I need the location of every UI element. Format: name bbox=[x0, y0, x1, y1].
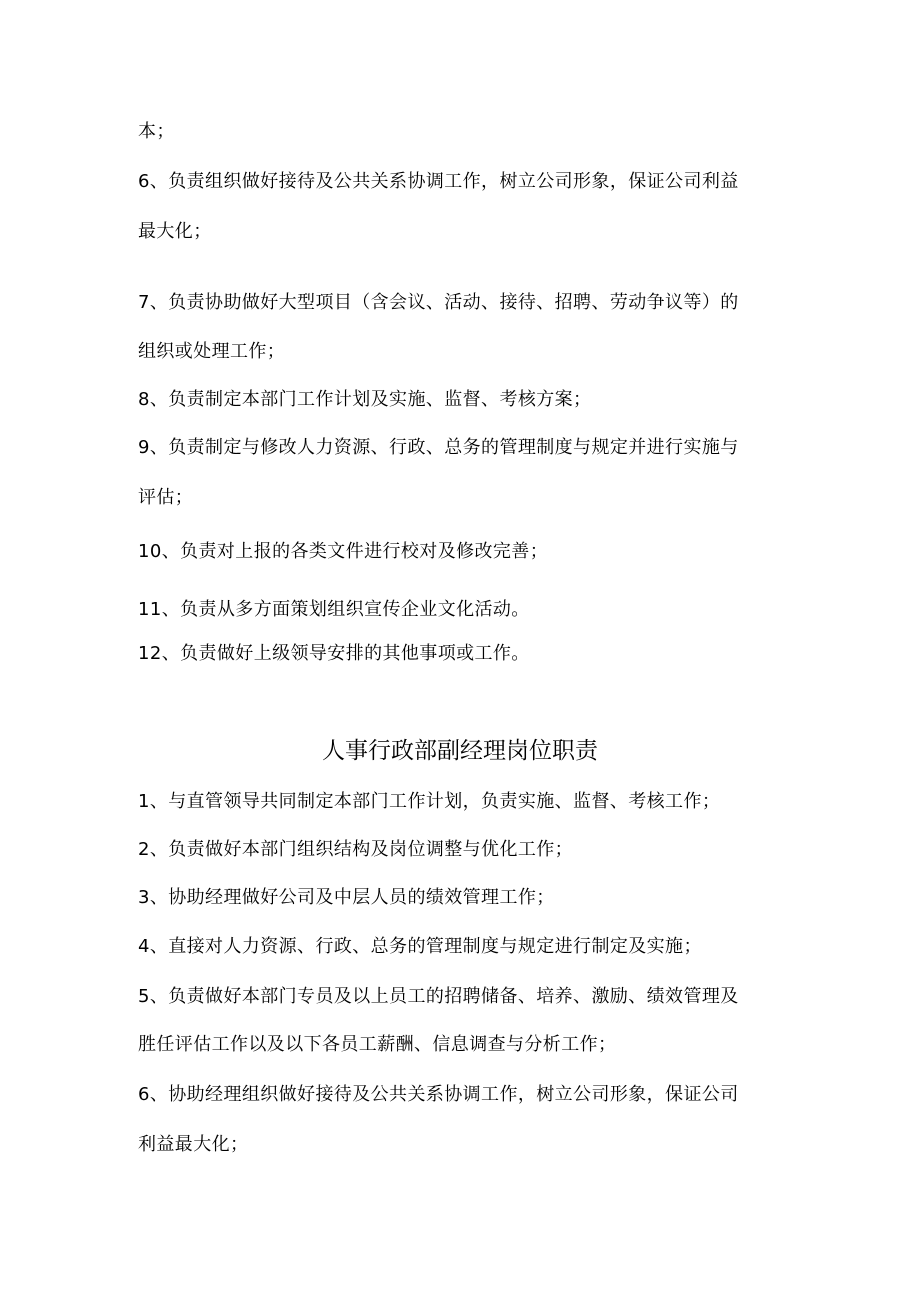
duty-item-9: 9、负责制定与修改人力资源、行政、总务的管理制度与规定并进行实施与 bbox=[138, 437, 739, 458]
deputy-duty-item-2: 2、负责做好本部门组织结构及岗位调整与优化工作； bbox=[138, 839, 574, 860]
section-title: 人事行政部副经理岗位职责 bbox=[322, 738, 598, 764]
deputy-duty-item-3: 3、协助经理做好公司及中层人员的绩效管理工作； bbox=[138, 887, 555, 908]
deputy-duty-item-6: 6、协助经理组织做好接待及公共关系协调工作，树立公司形象，保证公司 bbox=[138, 1084, 739, 1105]
duty-item-12: 12、负责做好上级领导安排的其他事项或工作。 bbox=[138, 643, 530, 664]
deputy-duty-item-5: 5、负责做好本部门专员及以上员工的招聘储备、培养、激励、绩效管理及 bbox=[138, 986, 739, 1007]
duty-item-10: 10、负责对上报的各类文件进行校对及修改完善； bbox=[138, 541, 549, 562]
duty-item-7-cont: 组织或处理工作； bbox=[138, 341, 286, 362]
duty-item-8: 8、负责制定本部门工作计划及实施、监督、考核方案； bbox=[138, 389, 592, 410]
deputy-duty-item-6-cont: 利益最大化； bbox=[138, 1134, 249, 1155]
duty-line-continuation: 本； bbox=[138, 121, 175, 142]
duty-item-7: 7、负责协助做好大型项目（含会议、活动、接待、招聘、劳动争议等）的 bbox=[138, 292, 739, 313]
duty-item-6-cont: 最大化； bbox=[138, 221, 212, 242]
duty-item-6: 6、负责组织做好接待及公共关系协调工作，树立公司形象，保证公司利益 bbox=[138, 171, 739, 192]
duty-item-11: 11、负责从多方面策划组织宣传企业文化活动。 bbox=[138, 599, 530, 620]
deputy-duty-item-1: 1、与直管领导共同制定本部门工作计划，负责实施、监督、考核工作； bbox=[138, 791, 721, 812]
duty-item-9-cont: 评估； bbox=[138, 487, 194, 508]
deputy-duty-item-4: 4、直接对人力资源、行政、总务的管理制度与规定进行制定及实施； bbox=[138, 936, 702, 957]
deputy-duty-item-5-cont: 胜任评估工作以及以下各员工薪酬、信息调查与分析工作； bbox=[138, 1034, 617, 1055]
